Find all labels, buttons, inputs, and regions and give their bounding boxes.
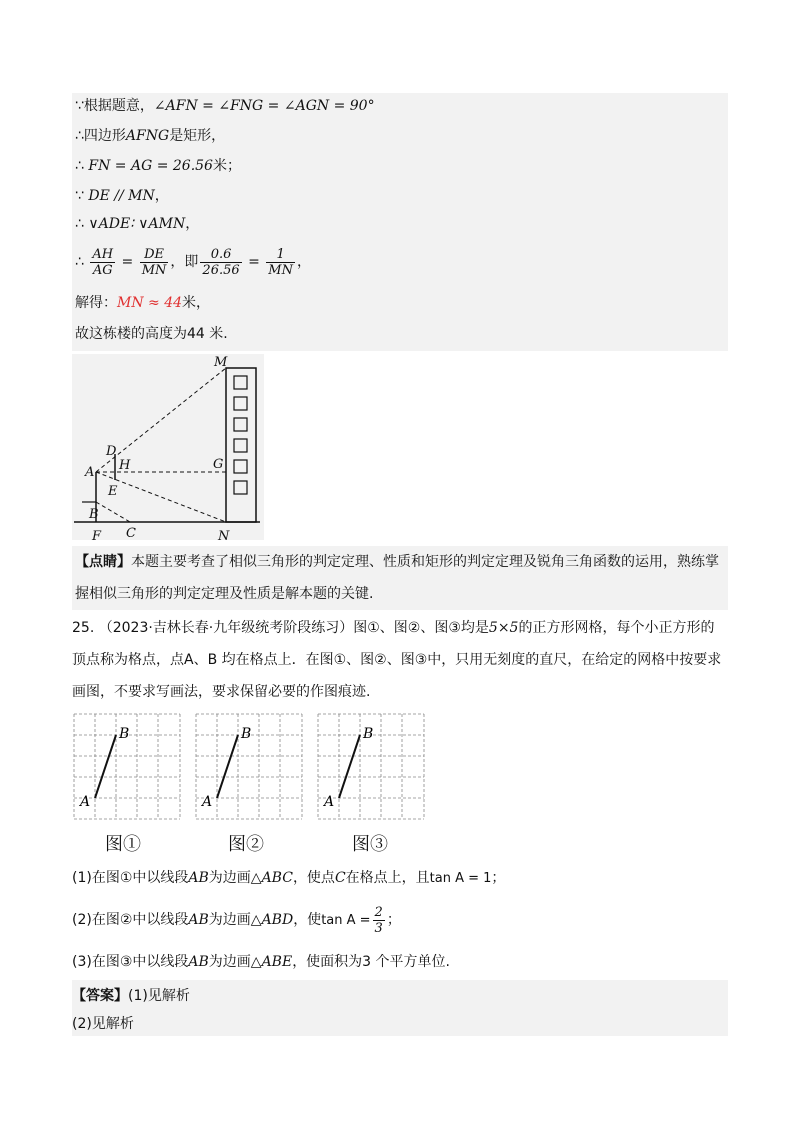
- label-d: D: [106, 444, 117, 459]
- building-figure: [72, 354, 264, 540]
- grid-figure-3: [316, 712, 426, 822]
- label-g: G: [213, 457, 224, 472]
- solution-line-2: ∴四边形AFNG是矩形，: [75, 128, 226, 144]
- grid2-label-a: A: [202, 794, 213, 810]
- grid-caption-3: 图③: [352, 834, 388, 855]
- part-3: (3)在图③中以线段AB为边画△ABE，使面积为3 个平方单位.: [72, 954, 450, 970]
- label-e: E: [108, 484, 118, 499]
- solution-line-1: ∵根据题意，∠AFN = ∠FNG = ∠AGN = 90°: [75, 98, 375, 114]
- fraction-2-3: $\frac{2}{3}$: [374, 904, 383, 936]
- segment-ab-3: [339, 735, 360, 798]
- fraction-1-mn: $\frac{1}{MN}$: [268, 246, 293, 278]
- part-1: (1)在图①中以线段AB为边画△ABC，使点C在格点上，且tan A = 1；: [72, 870, 506, 886]
- question-number: 25.: [72, 620, 95, 636]
- grid-caption-1: 图①: [105, 834, 141, 855]
- grid-figure-2: [194, 712, 304, 822]
- label-m: M: [214, 355, 228, 370]
- question-source: （2023·吉林长春·九年级统考阶段练习）: [98, 620, 354, 636]
- fraction-06-2656: $\frac{0.6}{26.56}$: [202, 246, 240, 278]
- label-a: A: [85, 465, 95, 480]
- label-b: B: [89, 507, 99, 522]
- grid3-label-b: B: [363, 726, 374, 742]
- label-c: C: [126, 526, 136, 540]
- grid2-label-b: B: [241, 726, 252, 742]
- solution-line-7: 解得：MN ≈ 44米，: [75, 295, 211, 311]
- grid1-label-b: B: [119, 726, 130, 742]
- solution-line-4: ∵ DE // MN，: [75, 188, 169, 204]
- part-2: (2)在图②中以线段AB为边画△ABD，使tan A = $\frac{2}{3}$ ；: [72, 904, 401, 936]
- segment-ab-1: [95, 735, 116, 798]
- solution-line-8: 故这栋楼的高度为44 米.: [75, 326, 228, 342]
- segment-ab-2: [217, 735, 238, 798]
- grid-figure-1: [72, 712, 182, 822]
- comment: [75, 546, 725, 610]
- solution-line-6: ∴ $\frac{AH}{AG}$ = $\frac{DE}{MN}$ ，即 $\frac{0.6}{26.56}$ = $\frac{1}{MN}$ ，: [75, 246, 311, 278]
- comment-tag: 【点睛】: [75, 554, 131, 570]
- grid-caption-2: 图②: [228, 834, 264, 855]
- label-n: N: [218, 529, 230, 540]
- fraction-ah-ag: $\frac{AH}{AG}$: [92, 246, 114, 278]
- fraction-de-mn: $\frac{DE}{MN}$: [141, 246, 167, 278]
- grid1-label-a: A: [80, 794, 91, 810]
- comment-text: 本题主要考查了相似三角形的判定定理、性质和矩形的判定定理及锐角三角函数的运用，熟练掌握相似三角形的判定定理及性质是解本题的关键.: [75, 554, 719, 602]
- solution-line-5: ∴ ∨ADE∶ ∨AMN，: [75, 216, 200, 232]
- answer-line-2: (2)见解析: [72, 1016, 134, 1032]
- answer-line-1: 【答案】(1)见解析: [72, 988, 190, 1004]
- solution-line-3: ∴ FN = AG = 26.56米；: [75, 158, 241, 174]
- label-f: F: [92, 529, 102, 540]
- label-h: H: [119, 458, 131, 473]
- grid-size: 5×5: [488, 620, 519, 636]
- grid3-label-a: A: [324, 794, 335, 810]
- question-25: 25. （2023·吉林长春·九年级统考阶段练习）图①、图②、图③均是5×5的正方形网格，每个小正方形的顶点称为格点，点A、B 均在格点上．在图①、图②、图③中，只用无刻度的直尺，在给定的网格中按要求画图，不要求写画法，要求保留必要的作图痕迹.: [72, 620, 722, 700]
